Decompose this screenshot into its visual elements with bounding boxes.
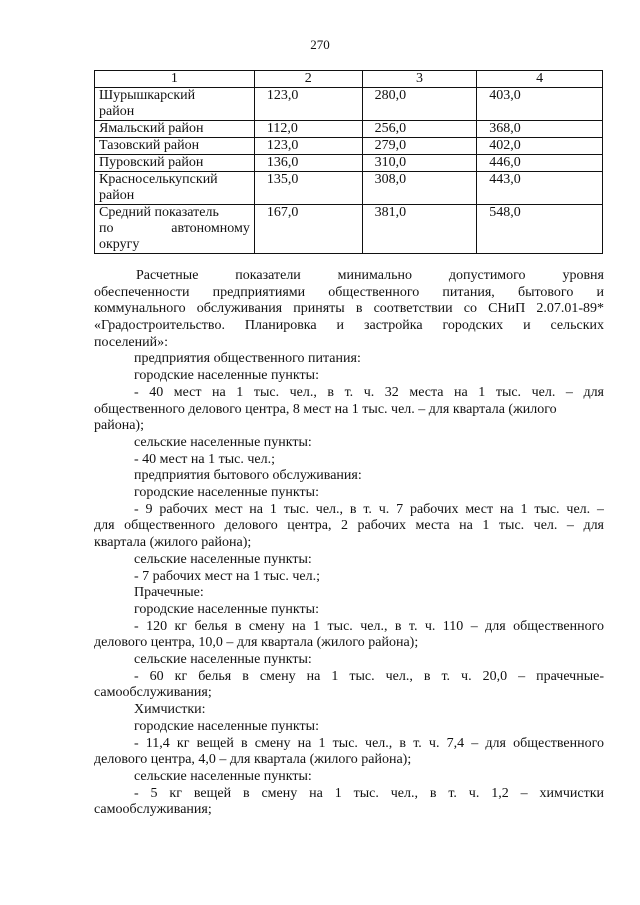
text-line: делового центра, 10,0 – для квартала (жилого района); [94, 635, 419, 651]
text-line: городские населенные пункты: [134, 368, 319, 384]
district-name-line: Ямальский район [99, 121, 204, 136]
district-name-line: Средний показатель [99, 205, 219, 220]
value-cell-c3: 308,0 [362, 172, 477, 205]
text-line: - 40 мест на 1 тыс. чел.; [134, 451, 275, 467]
value-cell-c2: 123,0 [254, 88, 362, 121]
table-header-row [95, 71, 603, 88]
text-line: - 11,4 кг вещей в смену на 1 тыс. чел., в т. ч. 7,4 – для общественного [134, 735, 604, 751]
text-line: предприятия общественного питания: [134, 351, 361, 367]
value-cell-c2: 123,0 [254, 138, 362, 155]
text-line: сельские населенные пункты: [134, 551, 312, 567]
value-cell-c4: 402,0 [477, 138, 603, 155]
district-name-cell [95, 138, 255, 155]
text-line: - 120 кг белья в смену на 1 тыс. чел., в т. ч. 110 – для общественного [134, 618, 604, 634]
header-cell: 3 [362, 71, 477, 88]
table-row [95, 205, 603, 254]
table-row [95, 172, 603, 205]
value-cell-c3: 280,0 [362, 88, 477, 121]
district-name-line: Шурышкарский [99, 88, 196, 103]
text-line: сельские населенные пункты: [134, 768, 312, 784]
text-line: - 9 рабочих мест на 1 тыс. чел., в т. ч. 7 рабочих мест на 1 тыс. чел. – [134, 501, 604, 517]
district-name-cell [95, 88, 255, 121]
text-line: обеспеченности предприятиями общественного питания, бытового и [94, 284, 604, 300]
text-line: сельские населенные пункты: [134, 434, 312, 450]
value-cell-c4: 403,0 [477, 88, 603, 121]
district-name-line: Красноселькупский [99, 172, 218, 187]
text-line: общественного делового центра, 8 мест на 1 тыс. чел. – для квартала (жилого [94, 401, 557, 417]
text-line: «Градостроительство. Планировка и застройка городских и сельских [94, 318, 604, 334]
text-line: - 7 рабочих мест на 1 тыс. чел.; [134, 568, 320, 584]
text-line: района); [94, 418, 144, 434]
text-line: самообслуживания; [94, 802, 212, 818]
value-cell-c3: 256,0 [362, 121, 477, 138]
value-cell-c4: 548,0 [477, 205, 603, 254]
text-line: квартала (жилого района); [94, 535, 252, 551]
district-name-cell [95, 155, 255, 172]
district-name-line: по автономному [99, 221, 250, 236]
text-line: городские населенные пункты: [134, 718, 319, 734]
text-line: Расчетные показатели минимально допустимого уровня [136, 268, 604, 283]
district-name-line: район [99, 104, 135, 119]
text-line: - 60 кг белья в смену на 1 тыс. чел., в т. ч. 20,0 – прачечные- [134, 668, 604, 684]
district-name-line: Тазовский район [99, 138, 200, 153]
value-cell-c3: 310,0 [362, 155, 477, 172]
value-cell-c3: 279,0 [362, 138, 477, 155]
text-line: - 40 мест на 1 тыс. чел., в т. ч. 32 места на 1 тыс. чел. – для [134, 384, 604, 400]
text-line: коммунального обслуживания приняты в соответствии со СНиП 2.07.01-89* [94, 301, 604, 317]
value-cell-c2: 135,0 [254, 172, 362, 205]
header-cell: 1 [95, 71, 255, 88]
text-line: делового центра, 4,0 – для квартала (жилого района); [94, 752, 412, 768]
text-line: Химчистки: [134, 702, 206, 718]
text-line: для общественного делового центра, 2 рабочих места на 1 тыс. чел. – для [94, 518, 604, 534]
district-name-cell [95, 205, 255, 254]
district-name-line: округу [99, 237, 140, 252]
value-cell-c4: 446,0 [477, 155, 603, 172]
table-row [95, 88, 603, 121]
page-number: 270 [310, 37, 330, 52]
text-line: Прачечные: [134, 585, 204, 601]
text-line: самообслуживания; [94, 685, 212, 701]
text-line: поселений»: [94, 334, 169, 350]
district-name-cell [95, 172, 255, 205]
header-cell: 4 [477, 71, 603, 88]
text-line: городские населенные пункты: [134, 485, 319, 501]
district-name-cell [95, 121, 255, 138]
text-line: предприятия бытового обслуживания: [134, 468, 362, 484]
table-row [95, 121, 603, 138]
value-cell-c2: 167,0 [254, 205, 362, 254]
text-line: сельские населенные пункты: [134, 652, 312, 668]
value-cell-c4: 368,0 [477, 121, 603, 138]
table-row [95, 138, 603, 155]
text-line: - 5 кг вещей в смену на 1 тыс. чел., в т. ч. 1,2 – химчистки [134, 785, 604, 801]
district-name-line: Пуровский район [99, 155, 204, 170]
header-cell: 2 [254, 71, 362, 88]
value-cell-c3: 381,0 [362, 205, 477, 254]
population-services-table [94, 70, 603, 254]
value-cell-c2: 112,0 [254, 121, 362, 138]
text-line: городские населенные пункты: [134, 601, 319, 617]
district-name-line: район [99, 188, 135, 203]
body-text [94, 268, 604, 819]
value-cell-c4: 443,0 [477, 172, 603, 205]
table-row [95, 155, 603, 172]
value-cell-c2: 136,0 [254, 155, 362, 172]
